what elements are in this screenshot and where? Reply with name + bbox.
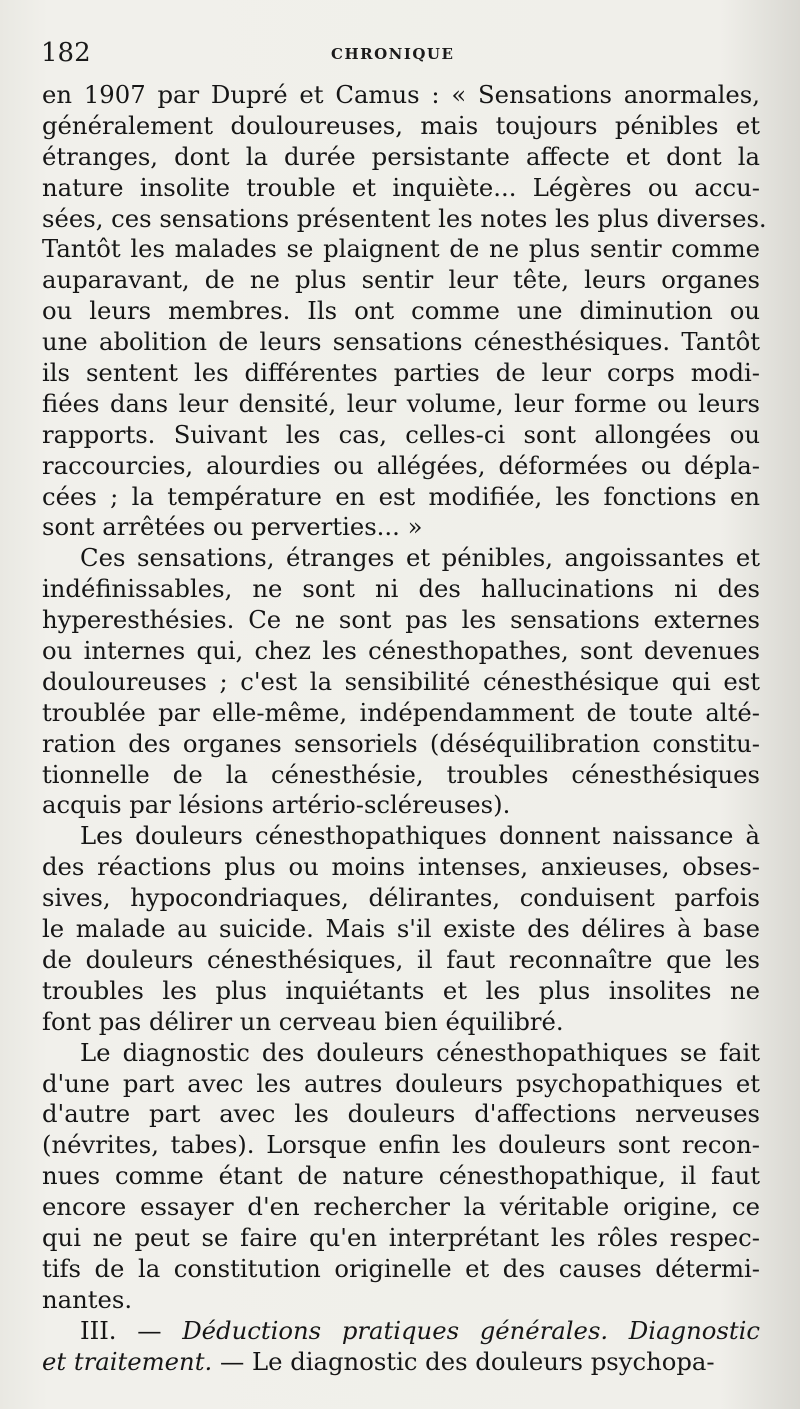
section-heading-line-2 (42, 1347, 760, 1378)
text-line: généralement douloureuses, mais toujours pénibles et (42, 110, 760, 140)
text-line: tionnelle de la cénesthésie, troubles cénesthésiques (42, 759, 760, 789)
text-line: troublée par elle-même, indépendamment de toute alté- (42, 697, 760, 727)
page-header (41, 38, 761, 78)
text-line: d'autre part avec les douleurs d'affections nerveuses (42, 1099, 760, 1129)
text-line: (névrites, tabes). Lorsque enfin les douleurs sont recon- (42, 1130, 760, 1160)
section-heading-line (42, 1316, 760, 1347)
text-line: des réactions plus ou moins intenses, anxieuses, obses- (42, 852, 760, 882)
text-line: sont arrêtées ou perverties... » (42, 512, 423, 542)
text-line: Ces sensations, étranges et pénibles, angoissantes et (80, 543, 760, 573)
text-line: troubles les plus inquiétants et les plus insolites ne (42, 975, 760, 1005)
text-line: rapports. Suivant les cas, celles-ci sont allongées ou (42, 419, 760, 449)
text-line: ration des organes sensoriels (déséquilibration constitu- (42, 728, 760, 758)
text-line: fiées dans leur densité, leur volume, leur forme ou leurs (42, 388, 760, 418)
text-line: tifs de la constitution originelle et des causes détermi- (42, 1253, 760, 1283)
section-title-part2: et traitement. (42, 1346, 213, 1376)
text-line: une abolition de leurs sensations cénesthésiques. Tantôt (42, 327, 760, 357)
text-line: d'une part avec les autres douleurs psychopathiques et (42, 1068, 760, 1098)
text-line: étranges, dont la durée persistante affecte et dont la (42, 141, 760, 171)
text-line: hyperesthésies. Ce ne sont pas les sensations externes (42, 605, 760, 635)
text-line: nues comme étant de nature cénesthopathique, il faut (42, 1161, 760, 1191)
text-line: sées, ces sensations présentent les notes les plus diverses. (42, 203, 767, 233)
running-title: CHRONIQUE (331, 45, 455, 63)
text-line: font pas délirer un cerveau bien équilibré. (42, 1006, 564, 1036)
page-number: 182 (41, 38, 91, 68)
section-title-part1: Déductions pratiques générales. Diagnostic (182, 1315, 760, 1345)
text-line: en 1907 par Dupré et Camus : « Sensations anormales, (42, 80, 760, 109)
text-line: le malade au suicide. Mais s'il existe des délires à base (42, 914, 760, 944)
section-number: III. — (80, 1315, 162, 1345)
text-line: ou internes qui, chez les cénesthopathes, sont devenues (42, 636, 760, 666)
text-line: indéfinissables, ne sont ni des hallucinations ni des (42, 574, 760, 604)
text-line: Le diagnostic des douleurs cénesthopathiques se fait (80, 1037, 760, 1067)
text-line: Les douleurs cénesthopathiques donnent naissance à (80, 821, 760, 851)
text-line: ou leurs membres. Ils ont comme une diminution ou (42, 296, 760, 326)
text-line: raccourcies, alourdies ou allégées, déformées ou dépla- (42, 450, 760, 480)
text-line: douloureuses ; c'est la sensibilité cénesthésique qui est (42, 666, 760, 696)
text-line: sives, hypocondriaques, délirantes, conduisent parfois (42, 883, 760, 913)
text-line: nantes. (42, 1284, 133, 1314)
section-continuation: — Le diagnostic des douleurs psychopa- (219, 1346, 715, 1376)
text-lines (42, 80, 767, 1316)
text-line: auparavant, de ne plus sentir leur tête, leurs organes (42, 265, 760, 295)
body-text (42, 80, 767, 1377)
text-line: cées ; la température en est modifiée, les fonctions en (42, 481, 760, 511)
text-line: Tantôt les malades se plaignent de ne plus sentir comme (42, 234, 760, 264)
text-line: qui ne peut se faire qu'en interprétant les rôles respec- (42, 1222, 760, 1252)
text-line: de douleurs cénesthésiques, il faut reconnaître que les (42, 944, 760, 974)
text-line: acquis par lésions artério-scléreuses). (42, 790, 511, 820)
text-line: encore essayer d'en rechercher la véritable origine, ce (42, 1192, 760, 1222)
text-line: ils sentent les différentes parties de leur corps modi- (42, 358, 760, 388)
text-line: nature insolite trouble et inquiète... Légères ou accu- (42, 172, 760, 202)
